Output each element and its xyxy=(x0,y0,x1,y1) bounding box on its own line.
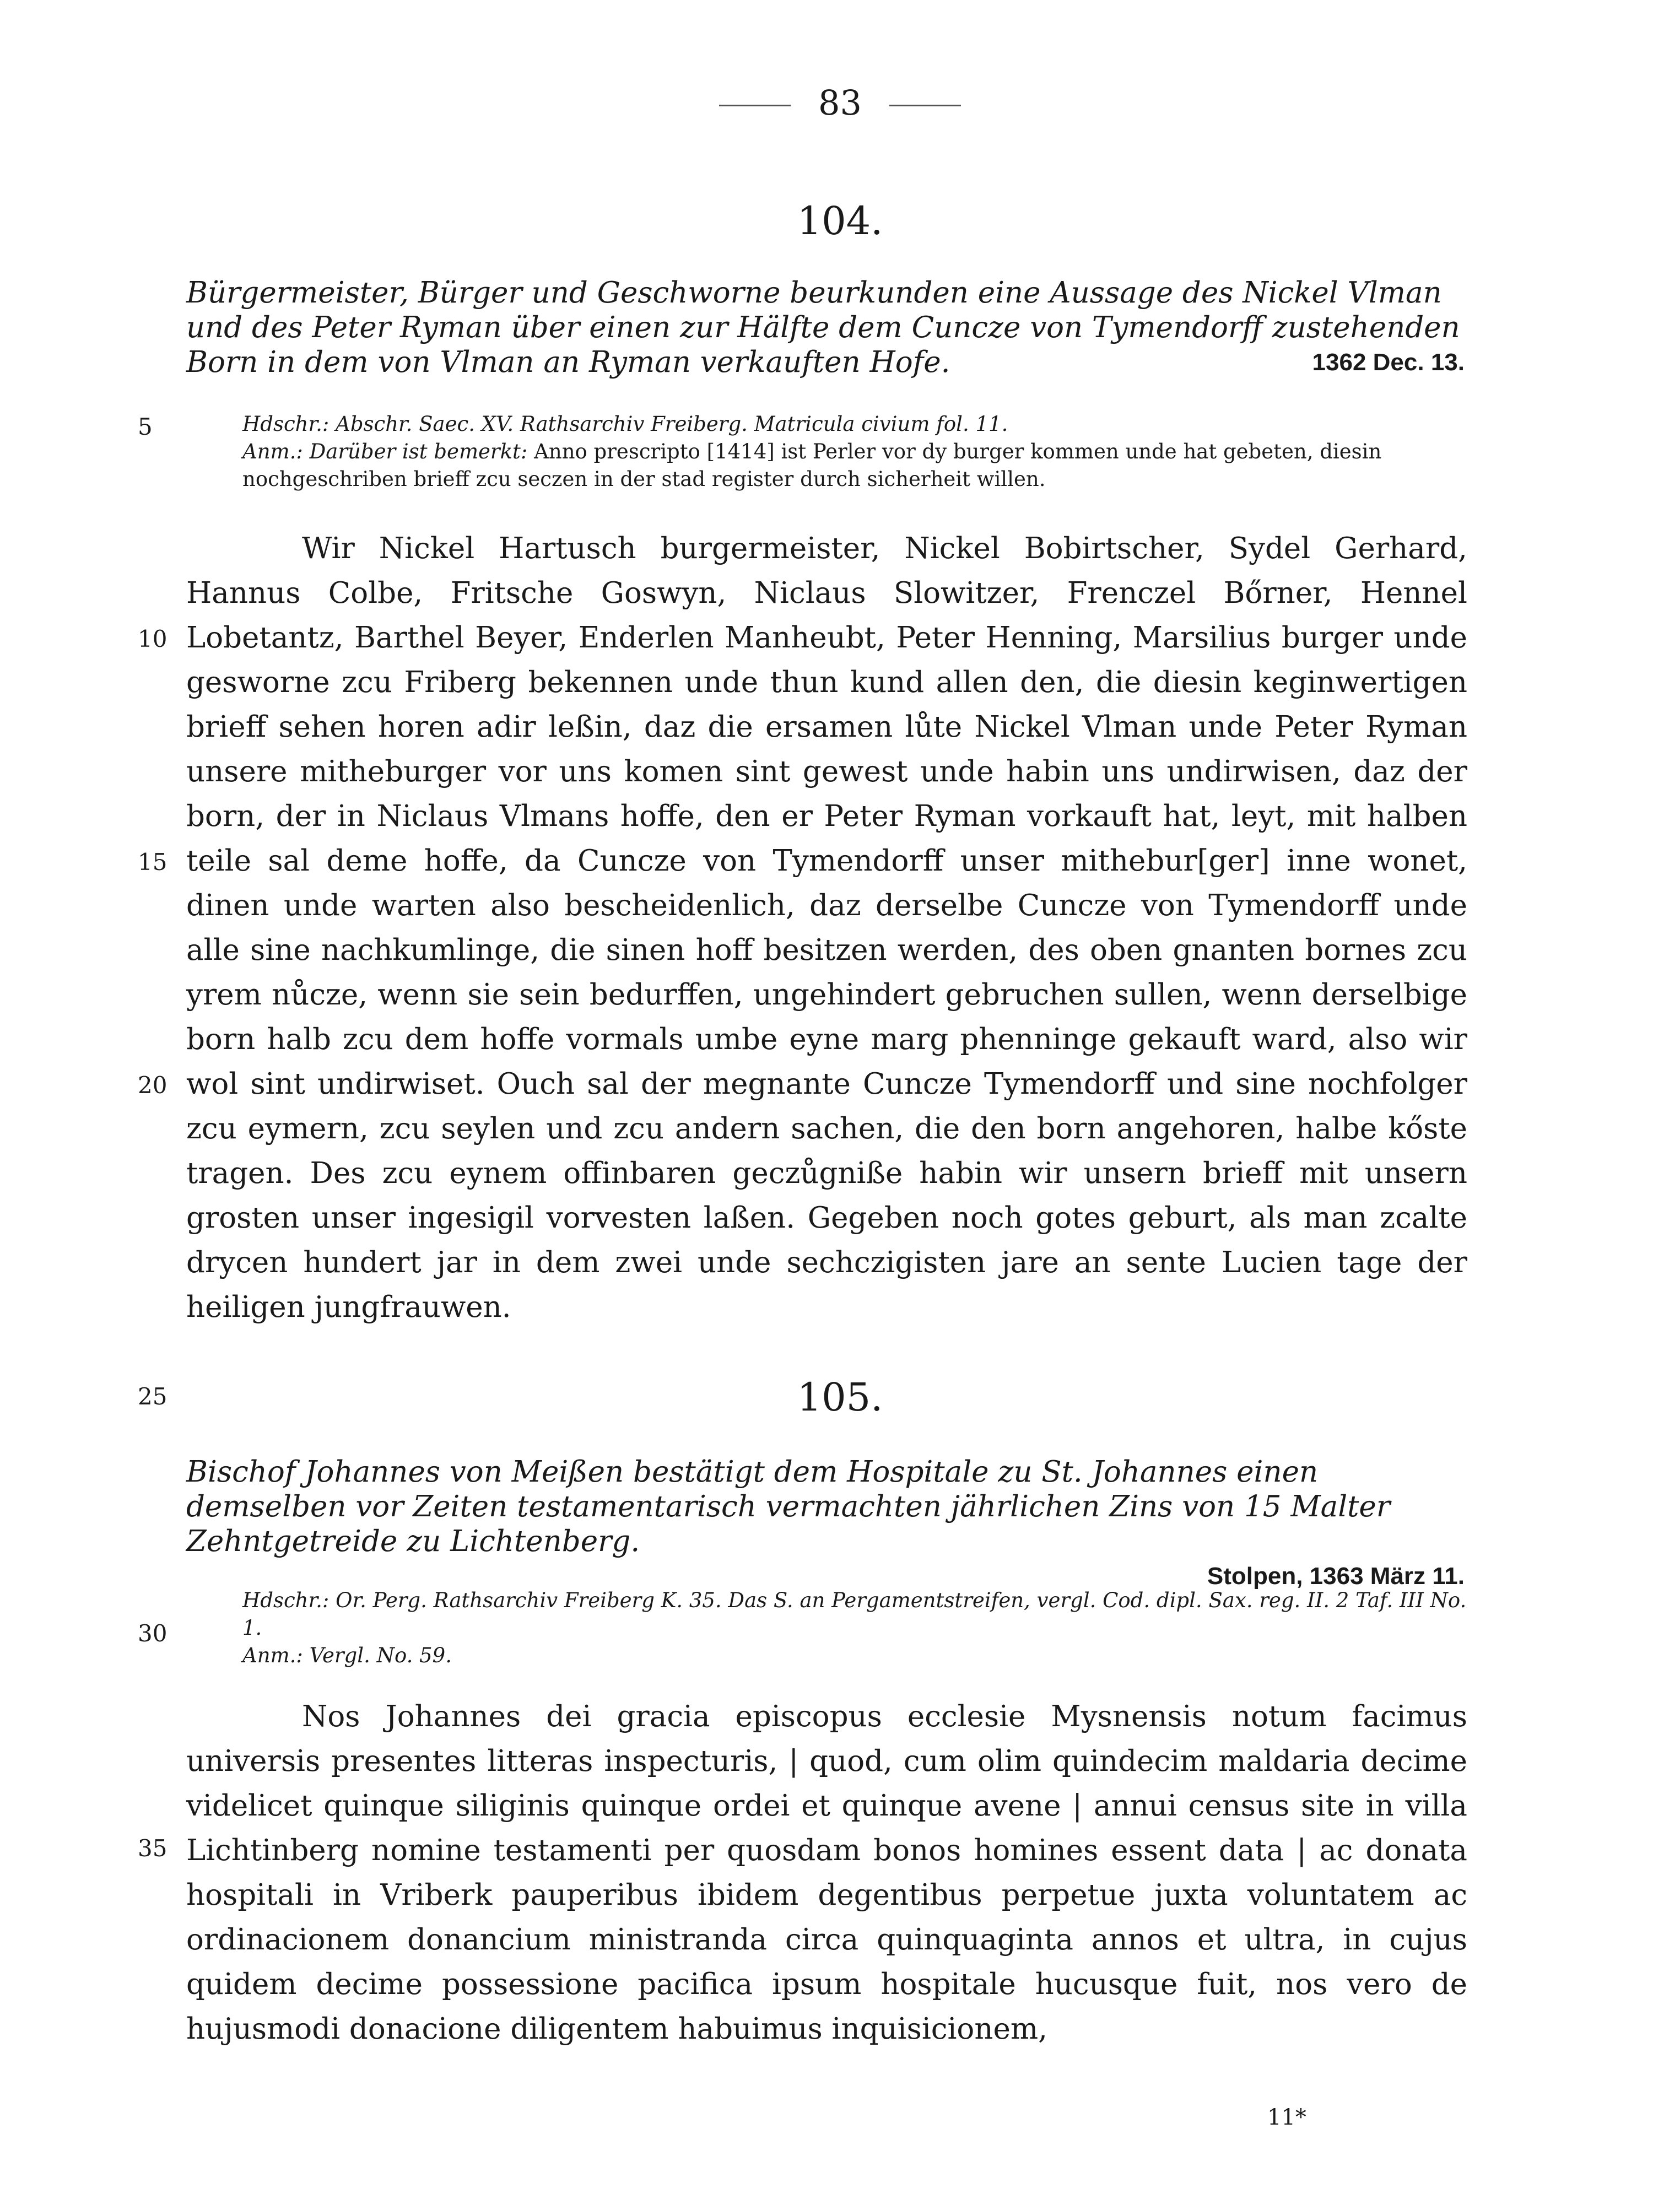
entry-date: 1362 Dec. 13. xyxy=(1312,349,1465,376)
line-number: 20 xyxy=(138,1072,168,1099)
entry-body-text xyxy=(186,526,1467,1330)
entry-date: Stolpen, 1363 März 11. xyxy=(1207,1563,1465,1590)
anm-label: Anm.: xyxy=(242,440,303,463)
entry-number: 105. xyxy=(797,1375,883,1420)
summary-text: Bischof Johannes von Meißen bestätigt dem Hospitale zu St. Johannes einen demselben vor Zeiten testamentarisch vermachten jährlichen Zins von 15 Malter Zehntgetreide zu Lichtenberg. xyxy=(186,1455,1391,1558)
signature-mark: 11* xyxy=(1267,2105,1306,2130)
line-number: 30 xyxy=(138,1620,168,1647)
entry-summary xyxy=(186,275,1465,380)
header-rule-right xyxy=(889,105,961,106)
entry-body-text xyxy=(186,1694,1467,2051)
hdschr-text: Or. Perg. Rathsarchiv Freiberg K. 35. Das S. an Pergamentstreifen, vergl. Cod. dipl. Sax. reg. II. 2 Taf. III No. 1. xyxy=(242,1588,1467,1640)
body-paragraph: Nos Johannes dei gracia episcopus ecclesie Mysnensis notum facimus universis presentes litteras inspecturis, | quod, cum olim quindecim maldaria decime videlicet quinque siliginis quinque ordei et quinque avene | annui census site in villa Lichtinberg nomine testamenti per quosdam bonos homines essent data | ac donata hospitali in Vriberk pauperibus ibidem degentibus perpetue juxta voluntatem ac ordinacionem donancium ministranda circa quinquaginta annos et ultra, in cujus quidem decime possessione pacifica ipsum hospitale hucusque fuit, nos vero de hujusmodi donacione diligentem habuimus inquisicionem, xyxy=(186,1700,1467,2046)
line-number: 5 xyxy=(138,413,153,440)
hdschr-text: Abschr. Saec. XV. Rathsarchiv Freiberg. Matricula civium fol. 11. xyxy=(336,412,1008,436)
entry-number: 104. xyxy=(797,198,883,244)
summary-text: Bürgermeister, Bürger und Geschworne beurkunden eine Aussage des Nickel Vlman und des Peter Ryman über einen zur Hälfte dem Cuncze von Tymendorff zustehenden Born in dem von Vlman an Ryman verkauften Hofe. xyxy=(186,276,1460,379)
entry-notes xyxy=(242,410,1471,493)
entry-notes xyxy=(242,1587,1471,1669)
line-number: 35 xyxy=(138,1835,168,1862)
line-number: 15 xyxy=(138,849,168,876)
page-number: 83 xyxy=(818,83,862,123)
anm-label: Anm.: xyxy=(242,1644,303,1667)
anm-text: Anno prescripto [1414] ist Perler vor dy burger kommen unde hat gebeten, diesin nochgeschriben brieff zcu seczen in der stad register durch sicherheit willen. xyxy=(242,440,1382,491)
anm-intro: Darüber ist bemerkt: xyxy=(309,440,528,463)
line-number: 10 xyxy=(138,625,168,652)
anm-text: Vergl. No. 59. xyxy=(309,1644,452,1667)
hdschr-label: Hdschr.: xyxy=(242,412,329,436)
hdschr-label: Hdschr.: xyxy=(242,1588,329,1612)
line-number: 25 xyxy=(138,1383,168,1410)
page-header xyxy=(0,83,1680,123)
entry-summary xyxy=(186,1455,1465,1593)
body-paragraph: Wir Nickel Hartusch burgermeister, Nickel Bobirtscher, Sydel Gerhard, Hannus Colbe, Fritsche Goswyn, Niclaus Slowitzer, Frenczel Bőrner, Hennel Lobetantz, Barthel Beyer, Enderlen Manheubt, Peter Henning, Marsilius burger unde gesworne zcu Friberg bekennen unde thun kund allen den, die diesin keginwertigen brieff sehen horen adir leßin, daz die ersamen lůte Nickel Vlman unde Peter Ryman unsere mitheburger vor uns komen sint gewest unde habin uns undirwisen, daz der born, der in Niclaus Vlmans hoffe, den er Peter Ryman vorkauft hat, leyt, mit halben teile sal deme hoffe, da Cuncze von Tymendorff unser mithebur[ger] inne wonet, dinen unde warten also bescheidenlich, daz derselbe Cuncze von Tymendorff unde alle sine nachkumlinge, die sinen hoff besitzen werden, des oben gnanten bornes zcu yrem nůcze, wenn sie sein bedurffen, ungehindert gebruchen sullen, wenn derselbige born halb zcu dem hoffe vormals umbe eyne marg phenninge gekauft ward, also wir wol sint undirwiset. Ouch sal der megnante Cuncze Tymendorff und sine nochfolger zcu eymern, zcu seylen und zcu andern sachen, die den born angehoren, halbe kőste tragen. Des zcu eynem offinbaren geczůgniße habin wir unsern brieff mit unsern grosten unser ingesigil vorvesten laßen. Gegeben noch gotes geburt, als man zcalte drycen hundert jar in dem zwei unde sechczigisten jare an sente Lucien tage der heiligen jungfrauwen. xyxy=(186,532,1467,1324)
header-rule-left xyxy=(719,105,791,106)
